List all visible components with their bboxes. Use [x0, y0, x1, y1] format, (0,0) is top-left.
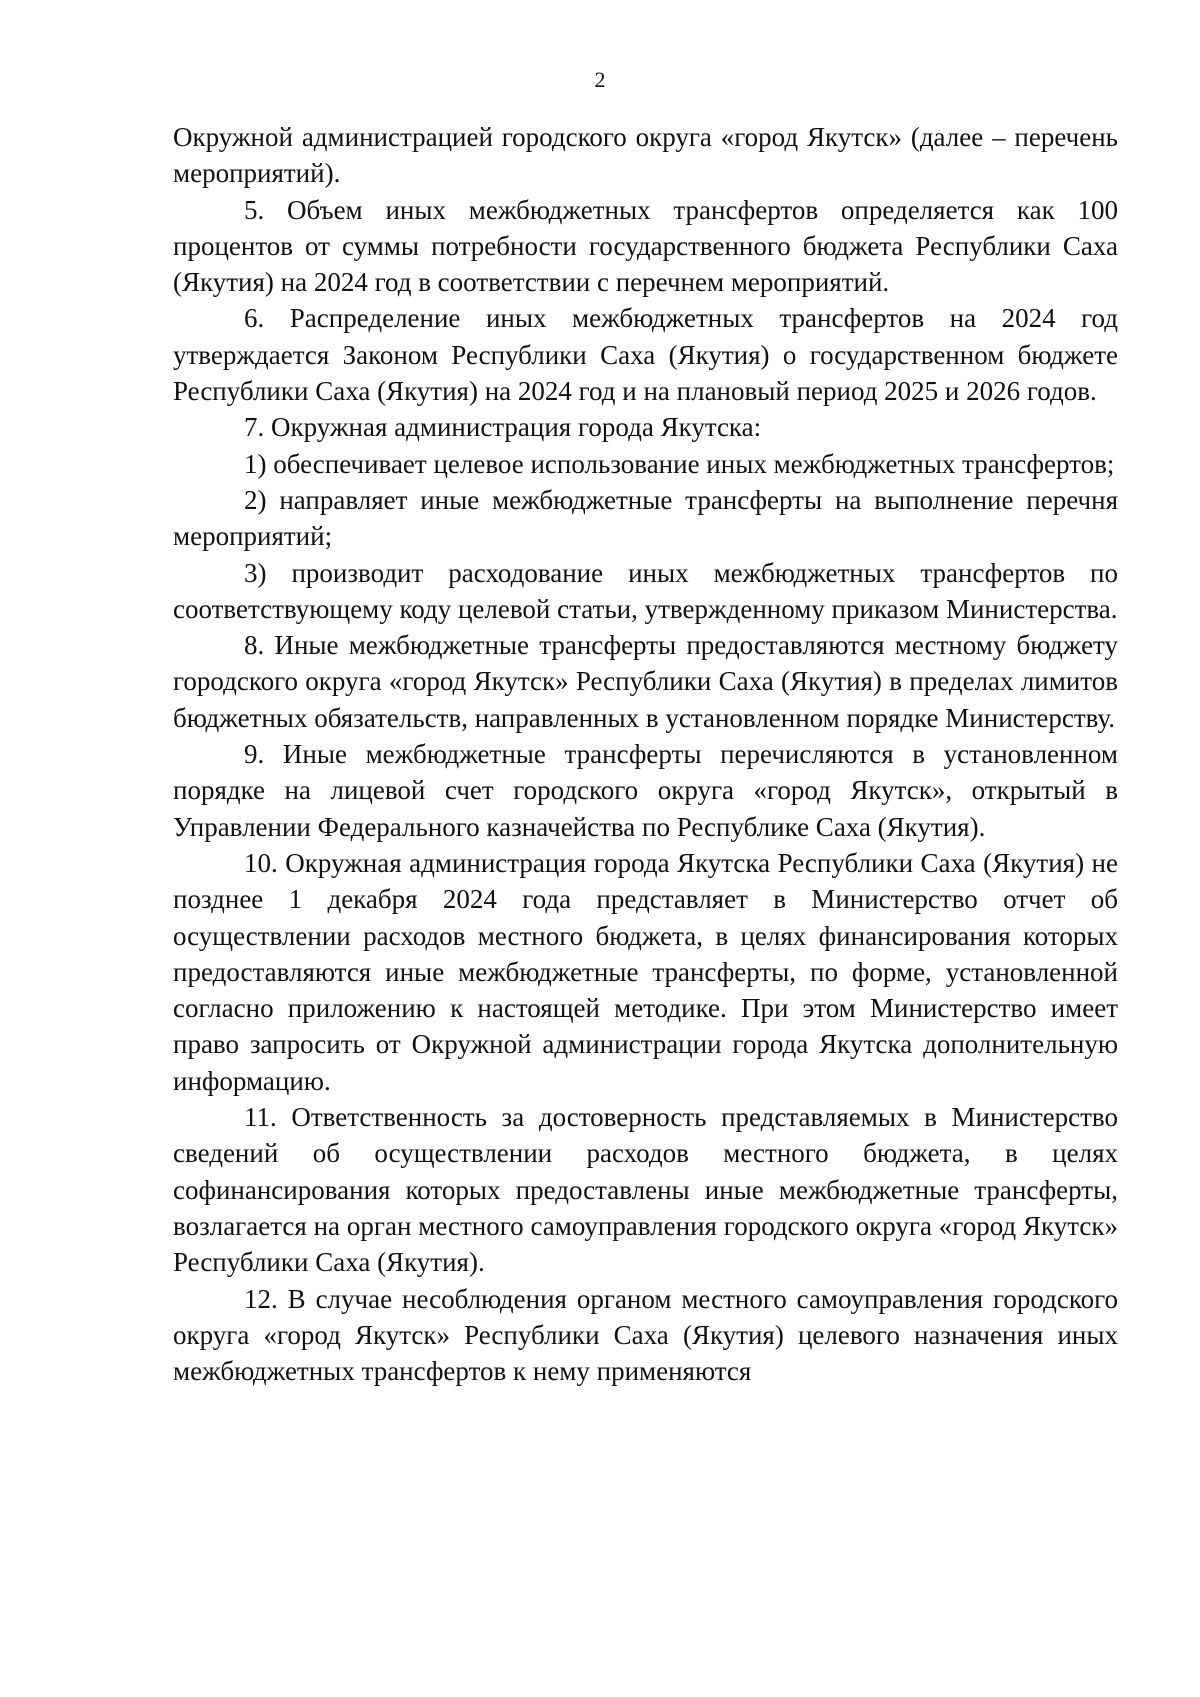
paragraph-item-12: 12. В случае несоблюдения органом местного самоуправления городского округа «город Якутск» Республики Саха (Якутия) целевого назначения иных межбюджетных трансфертов к нему применяются	[173, 1283, 1118, 1387]
paragraph-item-6: 6. Распределение иных межбюджетных трансфертов на 2024 год утверждается Законом Республики Саха (Якутия) о государственном бюджете Республики Саха (Якутия) на 2024 год и на плановый период 2025 и 2026 годов.	[173, 303, 1118, 407]
paragraph-item-7: 7. Окружная администрация города Якутска:	[244, 412, 762, 443]
paragraph-continuation: Окружной администрацией городского округа «город Якутск» (далее – перечень мероприятий).	[173, 122, 1118, 189]
paragraph-item-9: 9. Иные межбюджетные трансферты перечисляются в установленном порядке на лицевой счет городского округа «город Якутск», открытый в Управлении Федерального казначейства по Республике Саха (Якутия).	[173, 739, 1118, 842]
document-body	[173, 119, 1118, 1389]
paragraph-subitem-1: 1) обеспечивает целевое использование иных межбюджетных трансфертов;	[244, 448, 1115, 479]
paragraph-item-8: 8. Иные межбюджетные трансферты предоставляются местному бюджету городского округа «город Якутск» Республики Саха (Якутия) в пределах лимитов бюджетных обязательств, направленных в установленном порядке Министерству.	[173, 630, 1118, 733]
paragraph-subitem-2: 2) направляет иные межбюджетные трансферты на выполнение перечня мероприятий;	[173, 484, 1118, 552]
paragraph-item-11: 11. Ответственность за достоверность представляемых в Министерство сведений об осуществлении расходов местного бюджета, в целях софинансирования которых предоставлены иные межбюджетные трансферты, возлагается на орган местного самоуправления городского округа «город Якутск» Республики Саха (Якутия).	[173, 1102, 1118, 1278]
paragraph-subitem-3: 3) производит расходование иных межбюджетных трансфертов по соответствующему коду целевой статьи, утвержденному приказом Министерства.	[173, 557, 1118, 624]
paragraph-item-5: 5. Объем иных межбюджетных трансфертов определяется как 100 процентов от суммы потребности государственного бюджета Республики Саха (Якутия) на 2024 год в соответствии с перечнем мероприятий.	[173, 194, 1118, 298]
page-number: 2	[594, 67, 606, 92]
paragraph-item-10: 10. Окружная администрация города Якутска Республики Саха (Якутия) не позднее 1 декабря 2024 года представляет в Министерство отчет об осуществлении расходов местного бюджета, в целях финансирования которых предоставляются иные межбюджетные трансферты, по форме, установленной согласно приложению к настоящей методике. При этом Министерство имеет право запросить от Окружной администрации города Якутска дополнительную информацию.	[173, 847, 1118, 1096]
